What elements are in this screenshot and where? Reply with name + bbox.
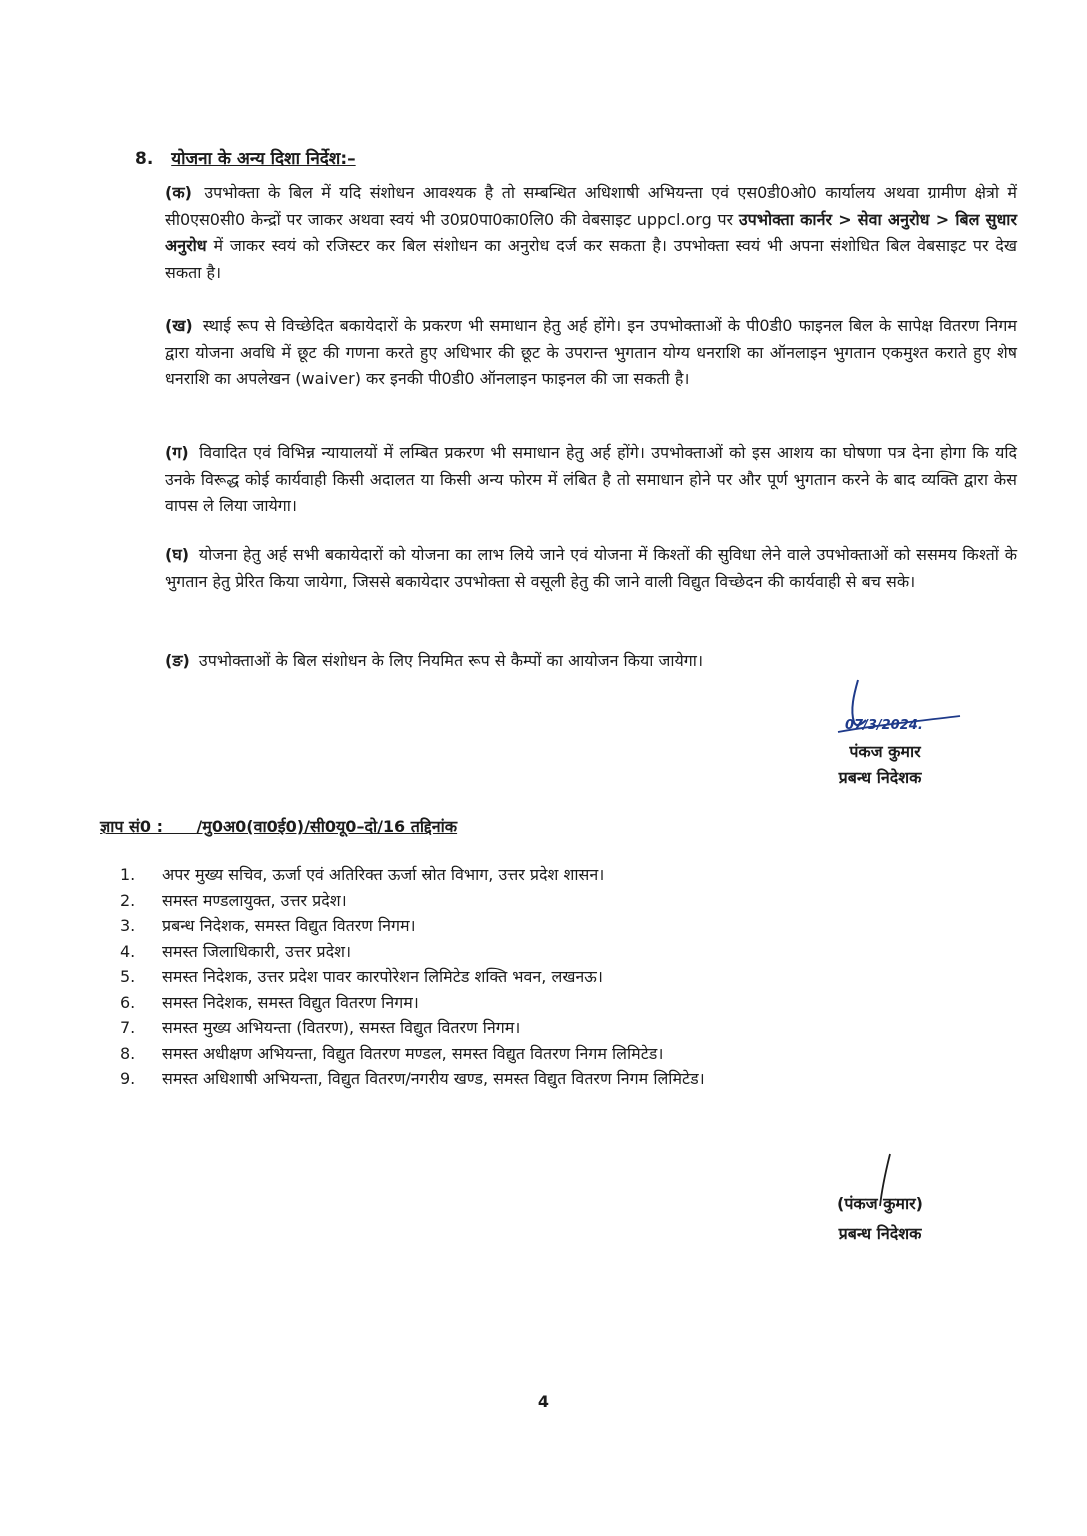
section-heading <box>135 146 356 169</box>
distribution-item-number: 7. <box>120 1018 136 1037</box>
distribution-item-text: समस्त निदेशक, उत्तर प्रदेश पावर कारपोरेशन लिमिटेड शक्ति भवन, लखनऊ। <box>162 967 603 986</box>
distribution-item-text: अपर मुख्य सचिव, ऊर्जा एवं अतिरिक्त ऊर्जा स्रोत विभाग, उत्तर प्रदेश शासन। <box>162 865 605 884</box>
distribution-item <box>120 964 705 990</box>
distribution-item-number: 8. <box>120 1043 136 1063</box>
signature-2-name: (पंकज कुमार) <box>837 1194 923 1213</box>
paragraph-text: स्थाई रूप से विच्छेदित बकायेदारों के प्रकरण भी समाधान हेतु अर्ह होंगे। इन उपभोक्ताओं के पी0डी0 फाइनल बिल के सापेक्ष वितरण निगम द्वारा योजना अवधि में छूट की गणना करते हुए अधिभार की छूट के उपरान्त भुगतान योग्य धनराशि का ऑनलाइन भुगतान एकमुश्त कराते हुए शेष धनराशि का अपलेखन (waiver) कर इनकी पी0डी0 ऑनलाइन फाइनल की जा सकती है। <box>165 316 1018 388</box>
distribution-item-number: 5. <box>120 967 136 986</box>
paragraph-nga <box>165 648 1017 675</box>
paragraph-gha <box>165 542 1017 595</box>
distribution-item <box>120 913 705 939</box>
distribution-item-text: समस्त मण्डलायुक्त, उत्तर प्रदेश। <box>162 890 347 910</box>
memo-reference <box>100 815 457 837</box>
memo-label: ज्ञाप सं0 : <box>100 817 163 836</box>
distribution-item-number: 6. <box>120 992 136 1012</box>
page-number: 4 <box>537 1392 550 1411</box>
distribution-item-number: 3. <box>120 916 136 935</box>
distribution-item <box>120 1066 705 1092</box>
paragraph-marker: (ङ) <box>165 651 190 670</box>
paragraph-marker: (ख) <box>165 316 193 335</box>
distribution-item <box>120 1015 705 1041</box>
signature-1-name: पंकज कुमार <box>849 742 921 761</box>
distribution-item-text: प्रबन्ध निदेशक, समस्त विद्युत वितरण निगम। <box>162 916 416 935</box>
distribution-item <box>120 990 705 1016</box>
distribution-item-text: समस्त मुख्य अभियन्ता (वितरण), समस्त विद्युत वितरण निगम। <box>162 1018 521 1037</box>
section-title: योजना के अन्य दिशा निर्देश:– <box>171 149 356 169</box>
paragraph-kha <box>165 313 1017 393</box>
distribution-item-number: 9. <box>120 1069 136 1088</box>
distribution-item-number: 2. <box>120 890 136 910</box>
paragraph-marker: (ग) <box>165 443 189 462</box>
distribution-item-text: समस्त जिलाधिकारी, उत्तर प्रदेश। <box>162 941 352 961</box>
paragraph-marker: (घ) <box>165 545 190 564</box>
distribution-item-text: समस्त निदेशक, समस्त विद्युत वितरण निगम। <box>162 992 419 1012</box>
distribution-item <box>120 888 705 914</box>
distribution-item-number: 4. <box>120 941 136 961</box>
paragraph-ka <box>165 180 1017 286</box>
paragraph-text: विवादित एवं विभिन्न न्यायालयों में लम्बित प्रकरण भी समाधान हेतु अर्ह होंगे। उपभोक्ताओं को इस आशय का घोषणा पत्र देना होगा कि यदि उनके विरूद्ध कोई कार्यवाही किसी अदालत या किसी अन्य फोरम में लंबित है तो समाधान होने पर और पूर्ण भुगतान करने के बाद व्यक्ति द्वारा केस वापस ले लिया जायेगा। <box>165 443 1017 515</box>
paragraph-text: उपभोक्ताओं के बिल संशोधन के लिए नियमित रूप से कैम्पों का आयोजन किया जायेगा। <box>198 651 704 670</box>
paragraph-ga <box>165 440 1017 520</box>
distribution-item <box>120 862 705 888</box>
distribution-list <box>120 862 705 1092</box>
section-number: 8. <box>135 149 154 169</box>
signature-2-designation: प्रबन्ध निदेशक <box>838 1224 922 1243</box>
signature-1-date: 07/3/2024. <box>845 718 923 733</box>
paragraph-text-end: में जाकर स्वयं को रजिस्टर कर बिल संशोधन का अनुरोध दर्ज कर सकता है। उपभोक्ता स्वयं भी अपना संशोधित बिल वेबसाइट पर देख सकता है। <box>165 236 1017 282</box>
paragraph-text: उपभोक्ता के बिल में यदि संशोधन आवश्यक है तो सम्बन्धित अधिशाषी अभियन्ता एवं एस0डी0ओ0 कार्यालय अथवा ग्रामीण क्षेत्रो में सी0एस0सी0 केन्द्रों पर जाकर अथवा स्वयं भी उ0प्र0पा0का0लि0 की वेबसाइट uppcl.org पर <box>165 183 1017 229</box>
paragraph-bold-path: उपभोक्ता कार्नर > सेवा अनुरोध > बिल सुधार अनुरोध <box>165 209 1017 255</box>
distribution-item <box>120 939 705 965</box>
distribution-item <box>120 1041 705 1067</box>
distribution-item-text: समस्त अधिशाषी अभियन्ता, विद्युत वितरण/नगरीय खण्ड, समस्त विद्युत वितरण निगम लिमिटेड। <box>162 1069 705 1088</box>
signature-1-designation: प्रबन्ध निदेशक <box>838 768 922 787</box>
distribution-item-number: 1. <box>120 865 136 884</box>
paragraph-marker: (क) <box>165 183 192 202</box>
paragraph-text: योजना हेतु अर्ह सभी बकायेदारों को योजना का लाभ लिये जाने एवं योजना में किश्तों की सुविधा लेने वाले उपभोक्ताओं को ससमय किश्तों के भुगतान हेतु प्रेरित किया जायेगा, जिससे बकायेदार उपभोक्ता से वसूली हेतु की जाने वाली विद्युत विच्छेदन की कार्यवाही से बच सके। <box>165 545 1017 591</box>
memo-number: /मु0अ0(वा0ई0)/सी0यू0–दो/16 तद्दिनांक <box>196 817 458 836</box>
distribution-item-text: समस्त अधीक्षण अभियन्ता, विद्युत वितरण मण्डल, समस्त विद्युत वितरण निगम लिमिटेड। <box>162 1043 664 1063</box>
